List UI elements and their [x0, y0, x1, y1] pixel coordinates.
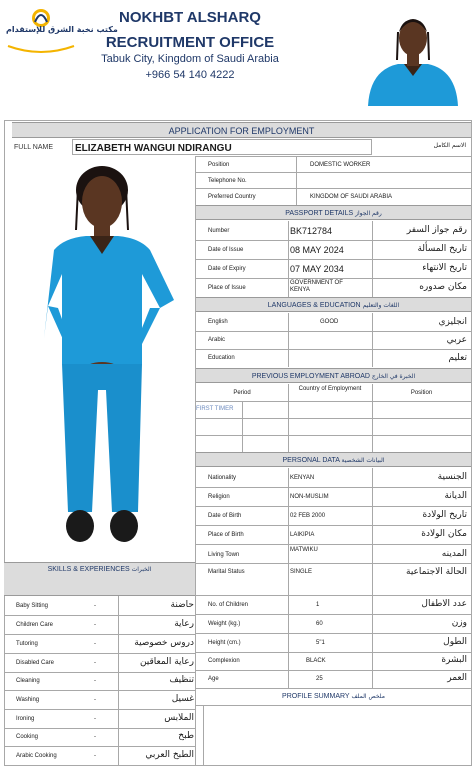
- column-country: Country of Employment: [298, 386, 362, 392]
- skill-arabic: غسيل: [171, 694, 194, 704]
- passport-row-value: GOVERNMENT OF KENYA: [290, 280, 343, 293]
- personal-row: [196, 652, 471, 670]
- skill-row: [4, 615, 195, 634]
- personal-row: [196, 670, 471, 688]
- skill-arabic: الملابس: [164, 713, 194, 723]
- personal-row: [196, 487, 471, 506]
- personal-label: Complexion: [208, 658, 240, 664]
- languages-title-text: LANGUAGES & EDUCATION: [267, 302, 361, 309]
- skill-value: -: [94, 660, 96, 666]
- first-timer-label: FIRST TIMER: [196, 406, 234, 412]
- company-logo: [4, 6, 118, 52]
- position-row: [196, 157, 471, 172]
- skill-row: [4, 728, 195, 746]
- languages-title-arabic: اللغات والتعليم: [362, 302, 400, 309]
- company-title: NOKHBT ALSHARQ: [119, 9, 261, 26]
- passport-title-arabic: رقم الجواز: [355, 210, 382, 217]
- personal-value: 1: [316, 602, 320, 608]
- personal-row: [196, 614, 471, 633]
- languages-title: [196, 302, 471, 309]
- skill-label: Disabled Care: [16, 660, 55, 666]
- personal-arabic: عدد الاطفال: [421, 599, 467, 609]
- skill-value: -: [94, 603, 96, 609]
- language-row-english: [196, 313, 471, 331]
- language-label: Education: [208, 355, 235, 361]
- personal-value: BLACK: [306, 658, 326, 664]
- skills-section-header: [4, 562, 195, 596]
- full-name-box: [72, 139, 372, 155]
- position-label: Position: [208, 162, 230, 168]
- skill-label: Arabic Cooking: [16, 753, 57, 759]
- personal-row: [196, 633, 471, 652]
- skill-row: [4, 596, 195, 615]
- language-label: English: [208, 319, 228, 325]
- passport-row-arabic: مكان صدوره: [419, 282, 467, 292]
- passport-row-value: 08 MAY 2024: [290, 245, 344, 255]
- passport-row-label: Place of Issue: [208, 285, 246, 291]
- telephone-label: Telephone No.: [208, 178, 247, 184]
- skill-label: Washing: [16, 697, 40, 703]
- passport-row-arabic: تاريخ الانتهاء: [422, 263, 467, 273]
- personal-value: 5"1: [316, 640, 325, 646]
- skill-arabic: الطبخ العربي: [145, 750, 194, 760]
- header: [0, 0, 476, 120]
- logo-arabic-text: مكتب نخبة الشرق للإستقدام: [6, 25, 118, 34]
- personal-value: 60: [316, 621, 323, 627]
- full-body-photo: [14, 158, 192, 560]
- personal-row: [196, 468, 471, 487]
- country-label: Preferred Country: [208, 194, 256, 200]
- skills-title-arabic: الخبرات: [131, 566, 152, 573]
- languages-table: [196, 313, 471, 367]
- skill-row: [4, 690, 195, 709]
- skill-value: -: [94, 716, 96, 722]
- language-row-arabic: [196, 331, 471, 349]
- previous-title-text: PREVIOUS EMPLOYMENT ABROAD: [251, 373, 370, 380]
- personal-label: Living Town: [208, 552, 240, 558]
- skill-arabic: تنظيف: [169, 675, 194, 685]
- personal-row: [196, 563, 471, 595]
- passport-table: [196, 221, 471, 297]
- application-title-bar: [12, 122, 471, 138]
- previous-title-arabic: الخبرة في الخارج: [371, 373, 416, 380]
- country-value: KINGDOM OF SAUDI ARABIA: [310, 194, 393, 200]
- profile-title-text: PROFILE SUMMARY: [282, 693, 350, 700]
- language-arabic: انجليزي: [438, 317, 467, 327]
- skill-value: -: [94, 697, 96, 703]
- personal-row: [196, 544, 471, 563]
- company-location: Tabuk City, Kingdom of Saudi Arabia: [101, 53, 279, 65]
- skill-arabic: دروس خصوصية: [134, 638, 194, 648]
- passport-section-header: [196, 205, 471, 220]
- passport-row-number: [196, 221, 471, 240]
- passport-row-value: BK712784: [290, 226, 333, 236]
- skill-row: [4, 672, 195, 690]
- personal-data-title: [196, 457, 471, 464]
- passport-row-expiry: [196, 259, 471, 278]
- skill-arabic: طبخ: [178, 731, 194, 741]
- skill-row: [4, 746, 195, 765]
- position-value: DOMESTIC WORKER: [310, 162, 371, 168]
- column-position: Position: [410, 390, 433, 396]
- personal-arabic: مكان الولادة: [421, 529, 467, 539]
- personal-value: 25: [316, 676, 323, 682]
- skill-label: Cooking: [16, 734, 39, 740]
- skill-value: -: [94, 678, 96, 684]
- language-arabic: عربي: [446, 335, 467, 345]
- previous-employment-table: [196, 384, 471, 452]
- application-title: APPLICATION FOR EMPLOYMENT: [168, 126, 315, 136]
- passport-row-value: 07 MAY 2034: [290, 264, 344, 274]
- personal-arabic: العمر: [447, 673, 467, 683]
- company-subtitle: RECRUITMENT OFFICE: [105, 34, 275, 51]
- language-row-education: [196, 349, 471, 367]
- personal-label: Place of Birth: [208, 532, 244, 538]
- personal-arabic: الديانة: [444, 491, 467, 501]
- personal-value: KENYAN: [290, 475, 315, 481]
- profile-title-arabic: ملخص الملف: [351, 693, 385, 700]
- skills-table: [4, 596, 195, 765]
- company-phone: +966 54 140 4222: [145, 69, 235, 81]
- skill-row: [4, 634, 195, 653]
- personal-label: Date of Birth: [208, 513, 242, 519]
- personal-arabic: تاريخ الولادة: [422, 510, 467, 520]
- personal-row: [196, 506, 471, 525]
- personal-label: Marital Status: [208, 569, 245, 575]
- personal-arabic: الحالة الاجتماعية: [406, 567, 467, 577]
- personal-label: Nationality: [208, 475, 237, 481]
- personal-arabic: المدينه: [441, 549, 467, 559]
- personal-label: No. of Children: [208, 602, 249, 608]
- profile-summary-title: [196, 693, 471, 700]
- skill-value: -: [94, 734, 96, 740]
- skill-row: [4, 653, 195, 672]
- personal-value: MATWIKU: [290, 547, 318, 553]
- personal-arabic: وزن: [451, 618, 467, 628]
- personal-arabic: الطول: [443, 637, 467, 647]
- personal-row: [196, 595, 471, 614]
- skill-row: [4, 709, 195, 728]
- telephone-row: [196, 173, 471, 188]
- passport-photo: [360, 8, 466, 106]
- passport-row-issue: [196, 240, 471, 259]
- language-arabic: تعليم: [448, 353, 467, 363]
- skill-value: -: [94, 641, 96, 647]
- passport-title-text: PASSPORT DETAILS: [285, 210, 354, 217]
- personal-label: Height (cm.): [208, 640, 241, 646]
- passport-row-place: [196, 278, 471, 297]
- languages-section-header: [196, 297, 471, 312]
- skills-title: [4, 566, 195, 573]
- personal-title-text: PERSONAL DATA: [282, 457, 340, 464]
- full-name-value: ELIZABETH WANGUI NDIRANGU: [75, 143, 232, 154]
- skill-label: Tutoring: [16, 641, 38, 647]
- country-row: [196, 189, 471, 205]
- previous-employment-header: [196, 368, 471, 383]
- skill-label: Children Care: [16, 622, 54, 628]
- passport-row-label: Number: [208, 228, 230, 234]
- full-name-row: [4, 138, 472, 156]
- language-value: GOOD: [320, 319, 339, 325]
- passport-row-arabic: تاريخ المسألة: [417, 244, 467, 254]
- personal-label: Religion: [208, 494, 230, 500]
- skill-arabic: رعاية: [174, 619, 194, 629]
- personal-label: Age: [208, 676, 219, 682]
- skill-value: -: [94, 753, 96, 759]
- personal-label: Weight (kg.): [208, 621, 241, 627]
- personal-row: [196, 525, 471, 544]
- personal-value: 02 FEB 2000: [290, 513, 326, 519]
- skill-label: Cleaning: [16, 678, 40, 684]
- previous-employment-title: [196, 373, 471, 380]
- passport-row-label: Date of Issue: [208, 247, 244, 253]
- skill-label: Ironing: [16, 716, 35, 722]
- skill-arabic: رعاية المعاقين: [139, 657, 194, 667]
- personal-arabic: البشرة: [441, 655, 467, 665]
- skill-value: -: [94, 622, 96, 628]
- full-name-label: FULL NAME: [14, 144, 54, 151]
- language-label: Arabic: [208, 337, 226, 343]
- personal-value: LAIKIPIA: [290, 532, 315, 538]
- column-period: Period: [233, 390, 251, 396]
- full-name-arabic: الاسم الكامل: [433, 142, 466, 149]
- personal-title-arabic: البيانات الشخصية: [341, 457, 385, 464]
- passport-title: [196, 210, 471, 217]
- personal-data-table: [196, 468, 471, 688]
- personal-value: SINGLE: [290, 569, 313, 575]
- skills-title-text: SKILLS & EXPERIENCES: [47, 566, 130, 573]
- skill-arabic: حاضنة: [170, 600, 194, 610]
- passport-row-label: Date of Expiry: [208, 266, 246, 272]
- passport-row-arabic: رقم جواز السفر: [406, 225, 467, 235]
- personal-value: NON-MUSLIM: [290, 494, 329, 500]
- personal-arabic: الجنسية: [437, 472, 467, 482]
- skill-label: Baby Sitting: [16, 603, 49, 609]
- profile-summary-header: [196, 689, 471, 705]
- personal-data-header: [196, 452, 471, 467]
